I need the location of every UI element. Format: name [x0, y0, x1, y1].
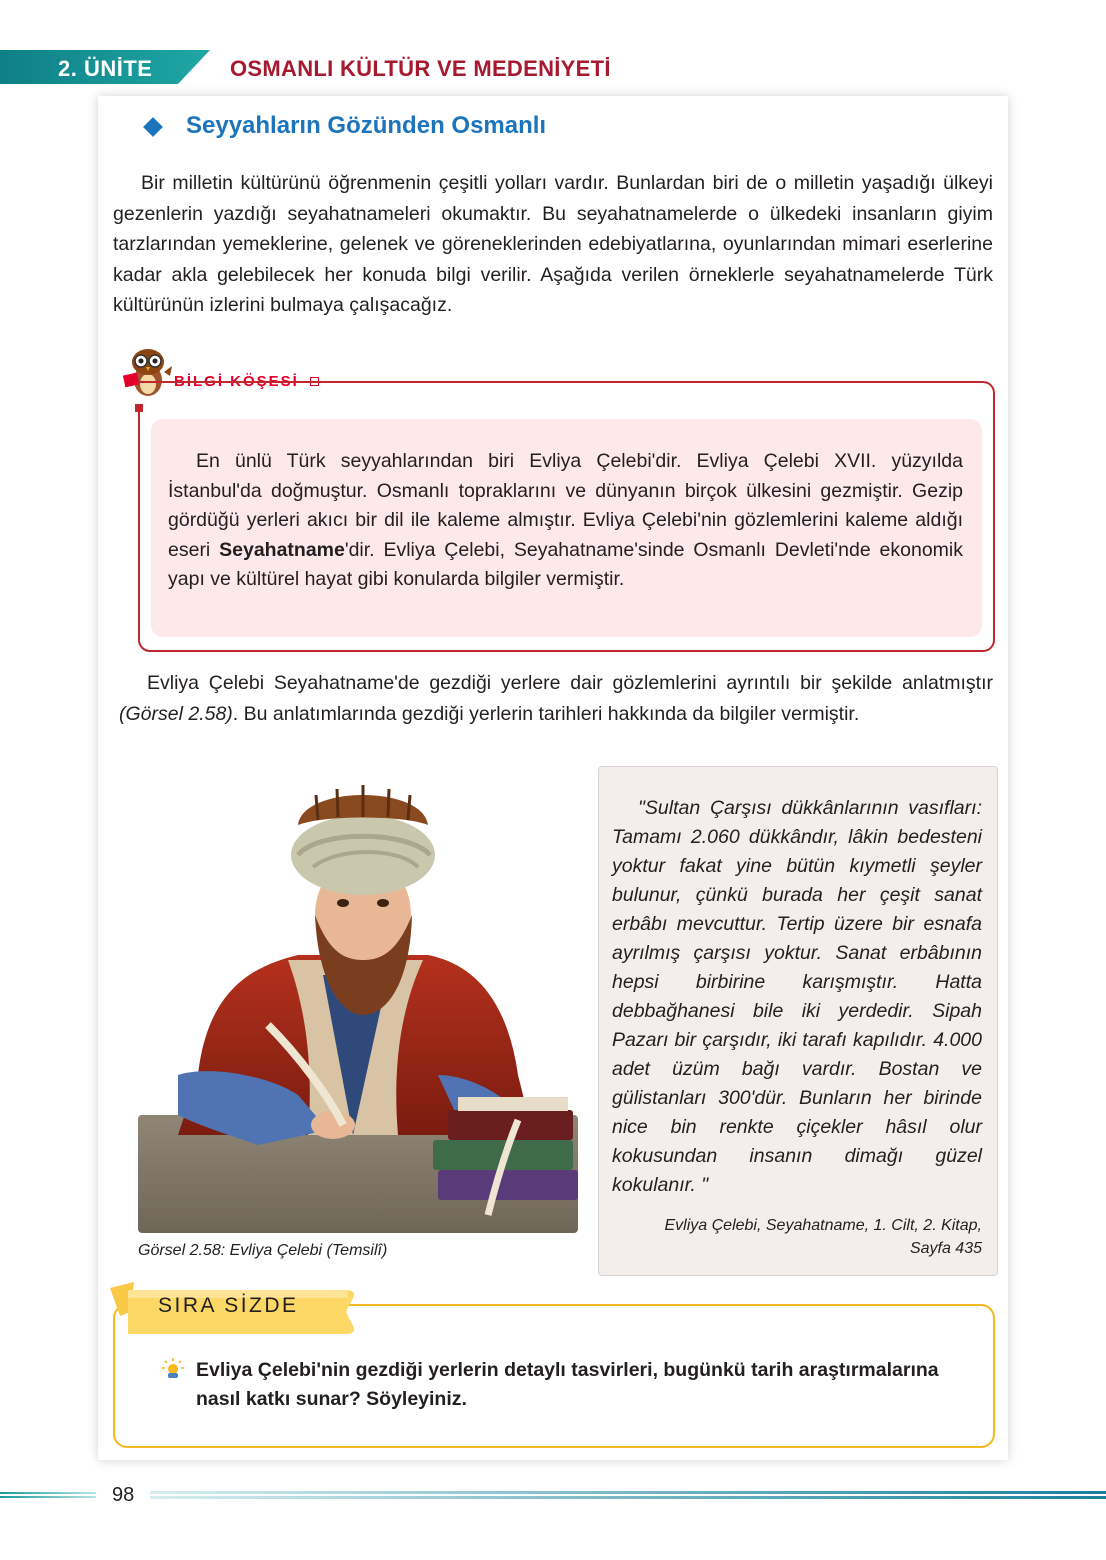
footer-stripes-left: [0, 1490, 96, 1500]
footer-stripes-right: [150, 1490, 1106, 1500]
unit-label: 2. ÜNİTE: [58, 56, 153, 81]
figure-reference: (Görsel 2.58): [119, 702, 233, 725]
quote-text: "Sultan Çarşısı dükkânlarının vasıfları: Tamamı 2.060 dükkândır, lâkin bedesteni yoktur fakat yine bütün kıymetli şeyler bulunur, çünkü burada her çeşit sanat erbâbı mevcuttur. Tertip üzere bir esnafa ayrılmış çarşısı yoktur. Sanat erbâbının hepsi birbirine karışmıştır. Hatta debbağhanesi bile iki yerdedir. Sipah Pazarı bir çarşıdır, iki tarafı kapılıdır. 4.000 adet üzüm bağı vardır. Bostan ve gülistanları 300'dür. Bunların her birinde nice bin renkte çiçekler hâsıl olur kokusundan insanın dimağı güzel kokulanır. ": [612, 797, 982, 1196]
sira-sizde-question: Evliya Çelebi'nin gezdiği yerlerin detaylı tasvirleri, bugünkü tarih araştırmalarına nasıl katkı sunar? Söyleyiniz.: [196, 1359, 939, 1410]
section-title: Seyyahların Gözünden Osmanlı: [186, 112, 547, 139]
bilgi-text-bold: Seyahatname: [219, 538, 345, 561]
bilgi-kosesi-text: [168, 447, 963, 595]
intro-paragraph: Bir milletin kültürünü öğrenmenin çeşitli yolları vardır. Bunlardan biri de o milletin yaşadığı ülkeyi gezenlerin yazdığı seyahatnameleri okumaktır. Bu seyahatnamelerde o ülkedeki insanların giyim tarzlarından yemeklerine, gelenek ve göreneklerinden edebiyatlarına, oyunlarından mimari eserlerine kadar akla gelebilecek her konuda bilgi verilir. Aşağıda verilen örneklerle seyahatnamelerde Türk kültürünün izlerini bulmaya çalışacağız.: [113, 172, 993, 316]
quote-source: [612, 1214, 982, 1260]
bilgi-frame-left-line: [138, 410, 140, 640]
evliya-celebi-portrait: [138, 775, 578, 1233]
sira-sizde-label: SIRA SİZDE: [158, 1294, 299, 1317]
para2-before: Evliya Çelebi Seyahatname'de gezdiği yerlere dair gözlemlerini ayrıntılı bir şekilde anlatmıştır: [147, 672, 993, 694]
quote-source-line2: Sayfa 435: [909, 1240, 982, 1257]
bilgi-text-part1: En ünlü Türk seyyahlarından biri Evliya Çelebi'dir. Evliya Çelebi XVII. yüzyılda İstanbul'da doğmuştur. Osmanlı topraklarını ve dünyanın birçok ülkesini gezmiştir. Gezip gördüğü yerleri akıcı bir dil ile kaleme almıştır. Evliya Çelebi'nin gözlemlerini kaleme aldığı eseri: [168, 450, 963, 561]
quote-source-line1: Evliya Çelebi, Seyahatname, 1. Cilt, 2. Kitap,: [664, 1217, 982, 1234]
bilgi-text-part2: 'dir. Evliya Çelebi, Seyahatname'sinde Osmanlı Devleti'nde ekonomik yapı ve kültürel hayat gibi konularda bilgiler vermiştir.: [168, 538, 963, 590]
body-paragraph-2: [119, 668, 993, 729]
bilgi-frame-marker-icon: [135, 404, 143, 412]
figure-caption: Görsel 2.58: Evliya Çelebi (Temsilî): [138, 1242, 388, 1259]
header-title: OSMANLI KÜLTÜR VE MEDENİYETİ: [230, 56, 611, 81]
page-number: 98: [112, 1484, 135, 1506]
bilgi-kosesi-label: BİLGİ KÖŞESİ: [174, 373, 299, 390]
lightbulb-icon: [162, 1358, 184, 1380]
para2-after: . Bu anlatımlarında gezdiği yerlerin tarihleri hakkında da bilgiler vermiştir.: [232, 702, 860, 725]
